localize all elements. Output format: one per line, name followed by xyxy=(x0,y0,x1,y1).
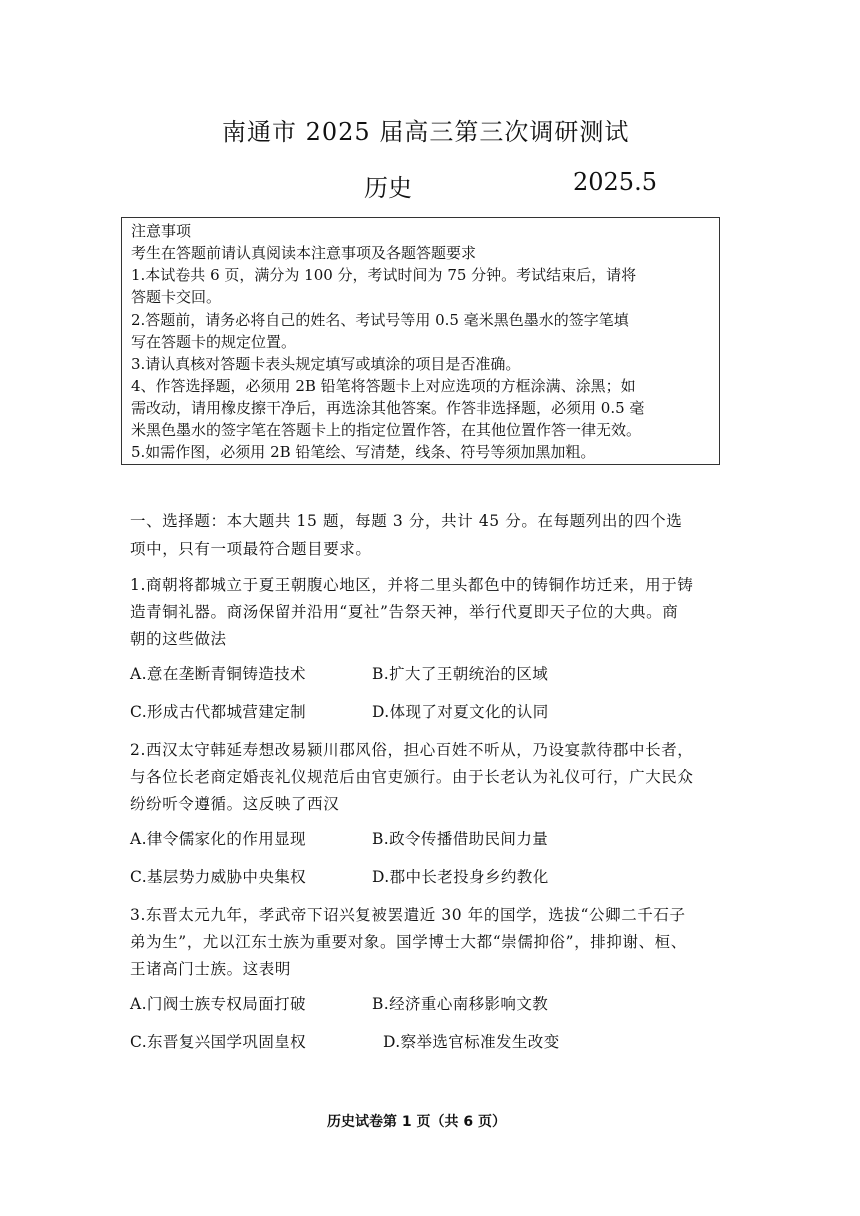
question-stem-line: 与各位长老商定婚丧礼仪规范后由官吏颁行。由于长老认为礼仪可行，广大民众 xyxy=(130,768,694,786)
answer-option-c: C.东晋复兴国学巩固皇权 xyxy=(130,1033,307,1051)
notice-line: 米黑色墨水的签字笔在答题卡上的指定位置作答，在其他位置作答一律无效。 xyxy=(131,421,642,439)
question-stem-line: 3.东晋太元九年，孝武帝下诏兴复被罢遣近 30 年的国学，选拔“公卿二千石子 xyxy=(130,906,686,924)
section-instruction: 项中，只有一项最符合题目要求。 xyxy=(130,540,372,558)
notice-line: 3.请认真核对答题卡表头规定填写或填涂的项目是否准确。 xyxy=(131,355,521,373)
answer-option-c: C.基层势力威胁中央集权 xyxy=(130,868,307,886)
notice-line: 4、作答选择题，必须用 2B 铅笔将答题卡上对应选项的方框涂满、涂黑；如 xyxy=(131,377,636,395)
answer-option-b: B.政令传播借助民间力量 xyxy=(372,830,549,848)
section-instruction: 一、选择题：本大题共 15 题，每题 3 分，共计 45 分。在每题列出的四个选 xyxy=(130,512,683,530)
answer-option-d: D.体现了对夏文化的认同 xyxy=(372,703,549,721)
answer-option-c: C.形成古代都城营建定制 xyxy=(130,703,307,721)
page-footer: 历史试卷第 1 页（共 6 页） xyxy=(327,1114,506,1130)
answer-option-b: B.经济重心南移影响文教 xyxy=(372,995,549,1013)
question-stem-line: 1.商朝将都城立于夏王朝腹心地区，并将二里头都色中的铸铜作坊迁来，用于铸 xyxy=(130,576,694,594)
subject-label: 历史 xyxy=(364,174,412,202)
notice-box xyxy=(121,217,720,465)
question-stem-line: 朝的这些做法 xyxy=(130,630,227,648)
notice-line: 2.答题前，请务必将自己的姓名、考试号等用 0.5 毫米黑色墨水的签字笔填 xyxy=(131,311,629,329)
notice-line: 5.如需作图，必须用 2B 铅笔绘、写清楚，线条、符号等须加黑加粗。 xyxy=(131,443,596,461)
answer-option-d: D.郡中长老投身乡约教化 xyxy=(372,868,549,886)
answer-option-d: D.察举选官标准发生改变 xyxy=(383,1033,560,1051)
exam-date: 2025.5 xyxy=(573,168,657,196)
answer-option-a: A.意在垄断青铜铸造技术 xyxy=(130,665,306,683)
question-stem-line: 造青铜礼器。商汤保留并沿用“夏社”告祭天神，举行代夏即天子位的大典。商 xyxy=(130,603,679,621)
notice-line: 考生在答题前请认真阅读本注意事项及各题答题要求 xyxy=(131,244,477,262)
notice-line: 需改动，请用橡皮擦干净后，再选涂其他答案。作答非选择题，必须用 0.5 毫 xyxy=(131,399,645,417)
question-stem-line: 弟为生”，尤以江东士族为重要对象。国学博士大都“崇儒抑俗”，排抑谢、桓、 xyxy=(130,933,687,951)
notice-line: 答题卡交回。 xyxy=(131,288,222,306)
answer-option-b: B.扩大了王朝统治的区域 xyxy=(372,665,549,683)
notice-line: 写在答题卡的规定位置。 xyxy=(131,333,297,351)
notice-heading: 注意事项 xyxy=(131,222,192,240)
answer-option-a: A.门阀士族专权局面打破 xyxy=(130,995,306,1013)
question-stem-line: 王诸高门士族。这表明 xyxy=(130,960,292,978)
notice-line: 1.本试卷共 6 页，满分为 100 分，考试时间为 75 分钟。考试结束后，请将 xyxy=(131,266,637,284)
page-title: 南通市 2025 届高三第三次调研测试 xyxy=(222,118,630,146)
question-stem-line: 纷纷听令遵循。这反映了西汉 xyxy=(130,795,340,813)
answer-option-a: A.律令儒家化的作用显现 xyxy=(130,830,306,848)
question-stem-line: 2.西汉太守韩延寿想改易颍川郡风俗，担心百姓不听从，乃设宴款待郡中长者， xyxy=(130,741,694,759)
